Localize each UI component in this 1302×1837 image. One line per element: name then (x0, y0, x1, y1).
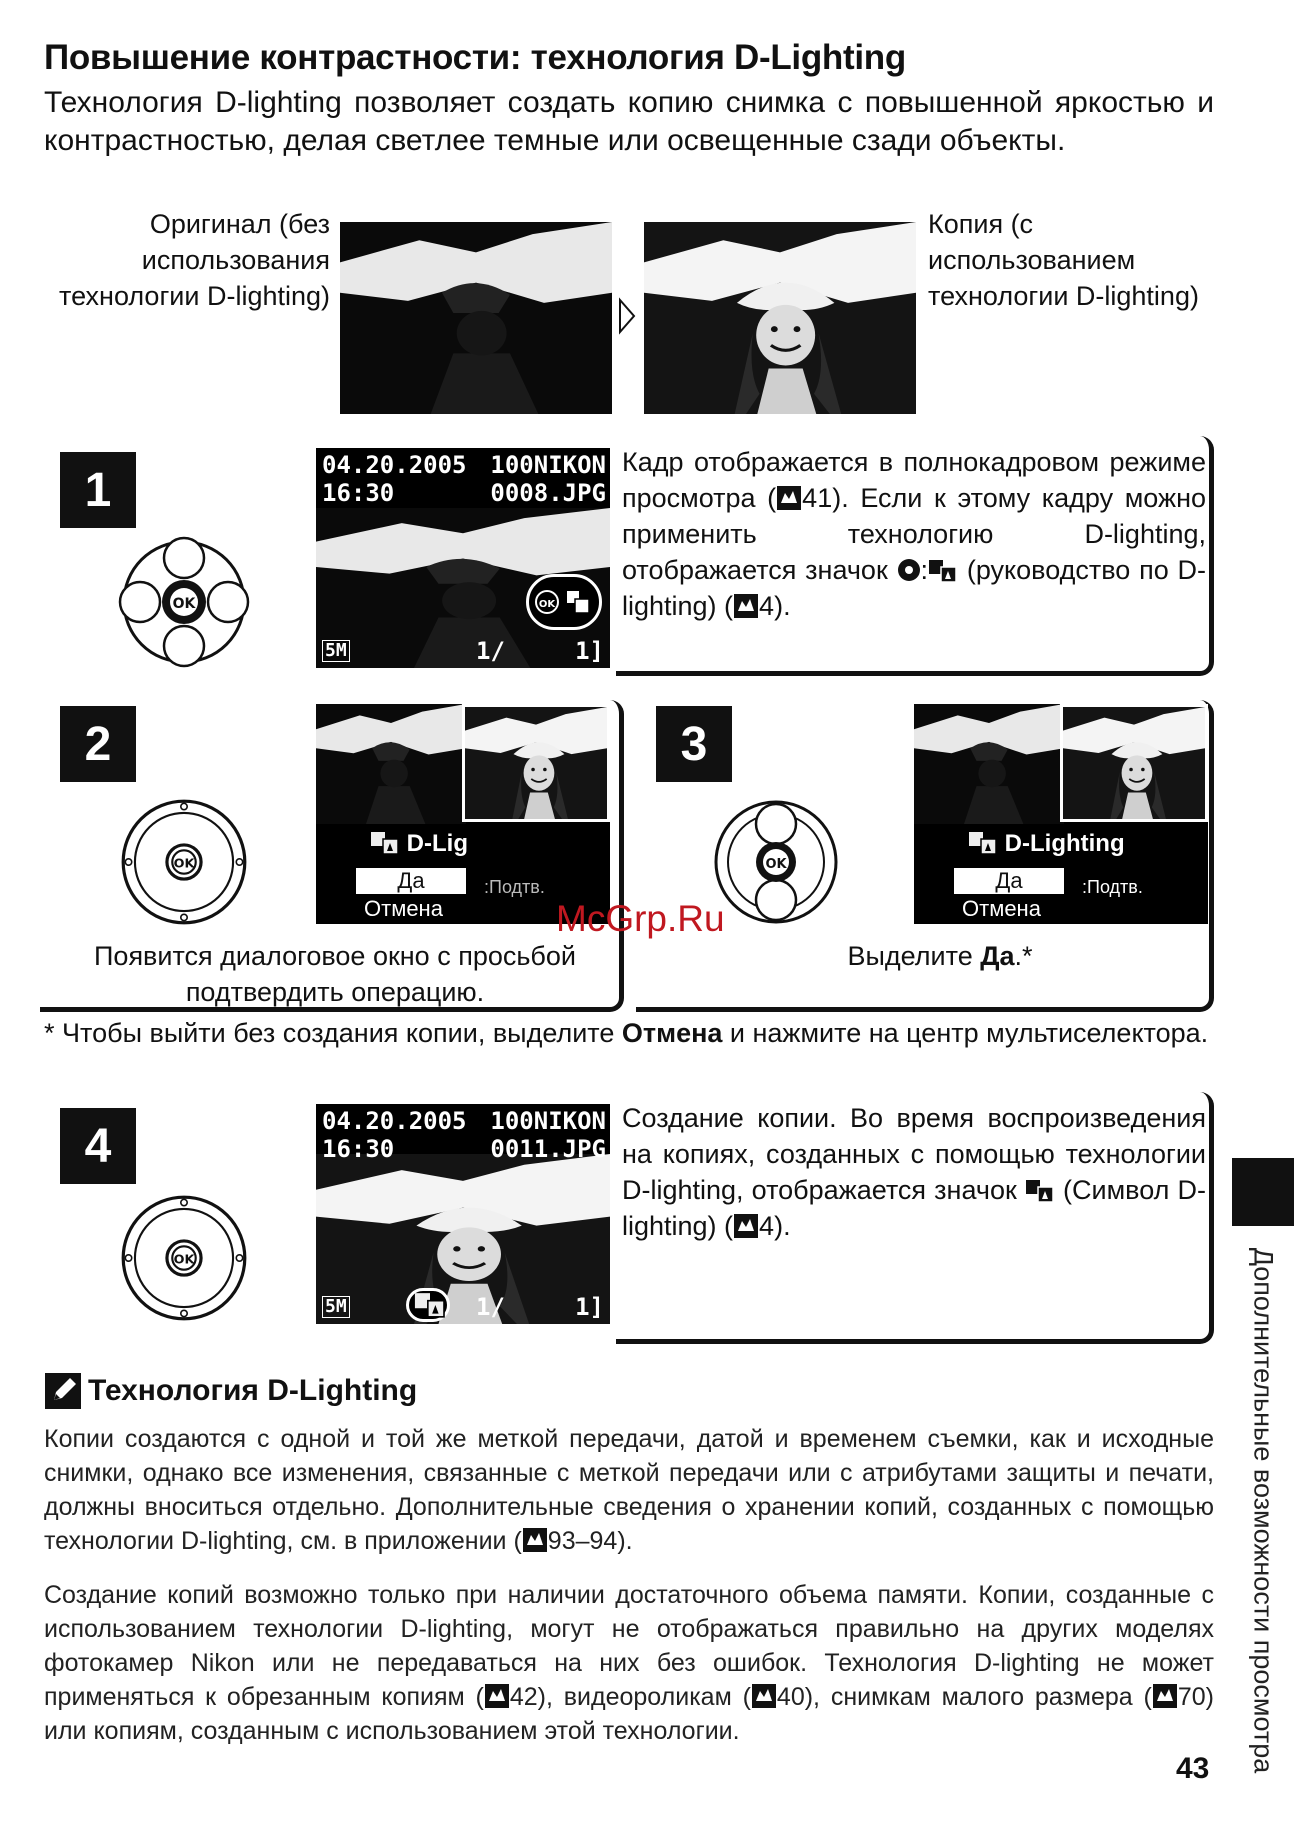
ok-label: OK (765, 857, 787, 872)
screen-menu-title: D-Lig (370, 830, 468, 857)
screen-confirm-hint: :Подтв. (484, 877, 545, 897)
watermark: McGrp.Ru (556, 898, 725, 939)
arrow-right-icon (618, 296, 636, 336)
note-paragraph-2: Создание копий возможно только при наличии достаточного объема памяти. Копии, созданные с использованием технологии D-lighting, могут не отображаться правильно на других моделях фотокамер Nikon или не передаваться на них без ошибок. Технология D-lighting не может применяться к обрезанным копиям ( 42), видеороликам ( 40), снимкам малого размера ( 70) или копиям, созданным с использованием этой технологии. (44, 1581, 1214, 1745)
page-ref-icon (522, 1527, 548, 1553)
screen-option-yes[interactable]: Да (954, 868, 1064, 894)
footnote: * Чтобы выйти без создания копии, выделите Отмена и нажмите на центр мультиселектора. (44, 1018, 1209, 1048)
page-ref-icon (776, 485, 802, 511)
screen-date: 04.20.2005 (322, 1107, 467, 1135)
screen-remaining: 1] (575, 637, 604, 665)
screen-counter: 1/ (476, 1293, 505, 1321)
screen-time: 16:30 (322, 479, 395, 507)
screen-option-cancel[interactable]: Отмена (364, 896, 443, 921)
ok-label: OK (173, 1252, 195, 1268)
screen-folder: 100NIKON (490, 1107, 606, 1135)
screen-remaining: 1] (575, 1293, 604, 1321)
page-ref-icon (733, 593, 759, 619)
page-ref-icon (733, 1213, 759, 1239)
multiselector-icon (118, 536, 250, 668)
screen-option-yes[interactable]: Да (356, 868, 466, 894)
copy-label: Копия (с использованием технологии D-lighting) (928, 209, 1199, 311)
screen-date: 04.20.2005 (322, 451, 467, 479)
dlighting-icon (928, 558, 958, 584)
step-number-4: 4 (60, 1108, 136, 1184)
screen-option-cancel[interactable]: Отмена (962, 896, 1041, 921)
step-2-camera-screen (316, 704, 610, 924)
page-ref-icon (751, 1683, 777, 1709)
page-title: Повышение контрастности: технология D-Lighting (44, 38, 906, 77)
dlighting-symbol-icon (406, 1288, 450, 1322)
ok-dot-icon (897, 558, 921, 582)
screen-file: 0008.JPG (490, 479, 606, 507)
screen-confirm-hint: :Подтв. (1082, 877, 1143, 897)
step-1-camera-screen (316, 448, 610, 668)
dlighting-icon (1025, 1178, 1055, 1204)
section-side-label: Дополнительные возможности просмотра (1248, 1247, 1279, 1773)
screen-folder: 100NIKON (490, 451, 606, 479)
note-paragraph-1: Копии создаются с одной и той же меткой передачи, датой и временем съемки, как и исходные снимки, однако все изменения, связанные с меткой передачи или с атрибутами защиты и печати, должны вноситься отдельно. Дополнительные сведения о хранении копий, созданных с помощью технологии D-lighting, см. в приложении ( 93–94). (44, 1425, 1214, 1555)
copy-photo (644, 222, 916, 414)
pencil-note-icon (44, 1372, 82, 1410)
original-label: Оригинал (без использования технологии D-lighting) (59, 209, 330, 311)
step-4-text: Создание копии. Во время воспроизведения на копиях, созданных с помощью технологии D-lighting, отображается значок (Символ D-lighting) ( 4). (622, 1103, 1206, 1241)
multiselector-down-icon (712, 798, 840, 926)
intro-paragraph: Технология D-lighting позволяет создать копию снимка с повышенной яркостью и контрастностью, делая светлее темные или освещенные сзади объекты. (44, 86, 1214, 157)
screen-image-size: 5M (322, 1296, 350, 1318)
step-3-camera-screen (914, 704, 1208, 924)
page-ref-icon (1152, 1683, 1178, 1709)
dlighting-guide-icon (526, 574, 602, 630)
screen-counter: 1/ (476, 637, 505, 665)
step-4-camera-screen (316, 1104, 610, 1324)
step-number-3: 3 (656, 706, 732, 782)
svg-text:OK: OK (538, 599, 556, 610)
multiselector-ok-icon (120, 798, 248, 926)
page-ref-icon (484, 1683, 510, 1709)
page-number: 43 (1176, 1752, 1210, 1785)
step-1-text: Кадр отображается в полнокадровом режиме просмотра ( 41). Если к этому кадру можно применить технологию D-lighting, отображается значок : (руководство по D-lighting) ( 4). (622, 447, 1207, 621)
section-tab-marker (1232, 1158, 1294, 1226)
ok-label: OK (173, 856, 195, 872)
screen-time: 16:30 (322, 1135, 395, 1163)
multiselector-ok-icon (120, 1194, 248, 1322)
screen-menu-title: D-Lighting (968, 830, 1125, 857)
screen-image-size: 5M (322, 640, 350, 662)
ok-label: OK (172, 596, 196, 612)
original-photo (340, 222, 612, 414)
note-title: Технология D-Lighting (44, 1372, 417, 1410)
step-number-2: 2 (60, 706, 136, 782)
step-number-1: 1 (60, 452, 136, 528)
screen-file: 0011.JPG (490, 1135, 606, 1163)
step-2-caption: Появится диалоговое окно с просьбой подтвердить операцию. (94, 941, 576, 1007)
step-3-caption: Выделите Да.* (847, 941, 1033, 971)
